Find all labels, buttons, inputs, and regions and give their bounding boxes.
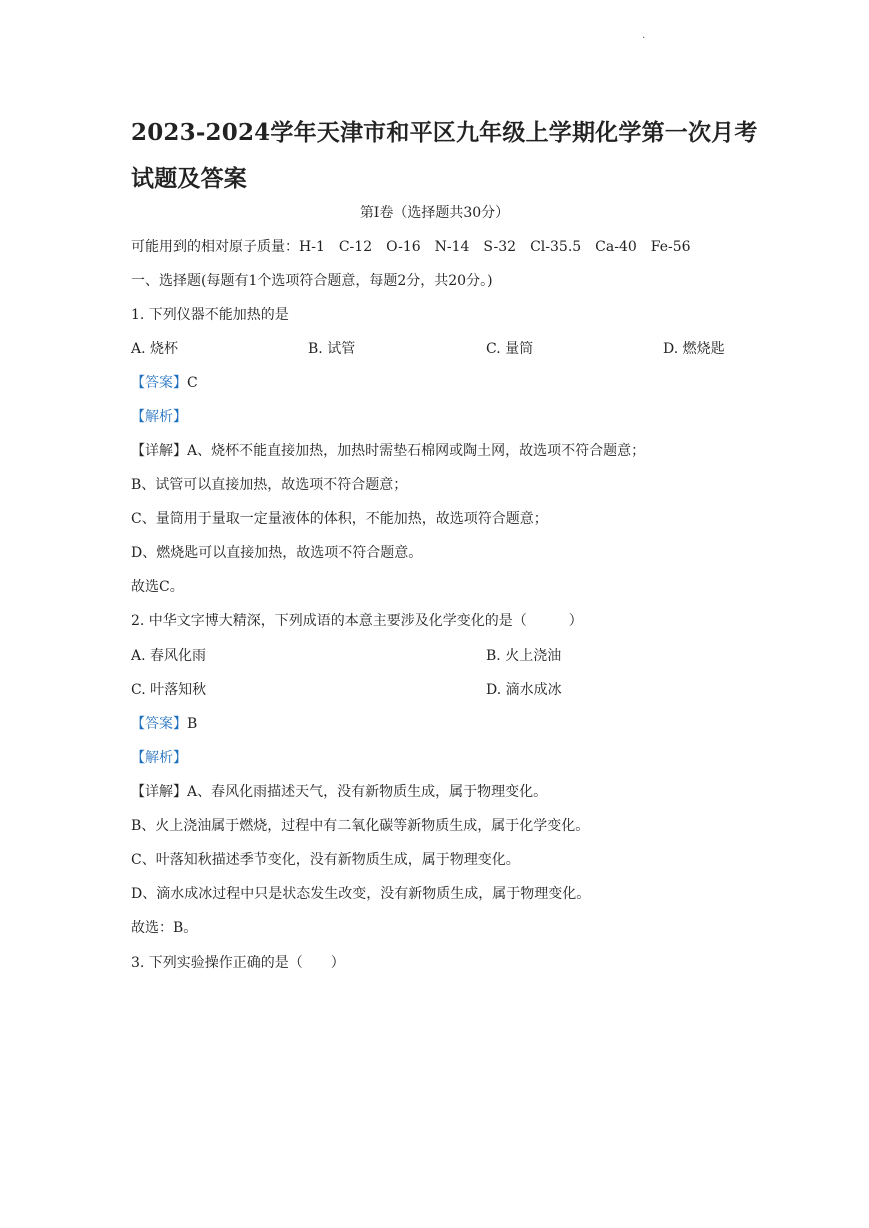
question-1-detail-c: C、量筒用于量取一定量液体的体积，不能加热，故选项符合题意； (131, 511, 548, 527)
detail-tag: 【详解】 (131, 443, 187, 459)
question-2-detail-d: D、滴水成冰过程中只是状态发生改变，没有新物质生成，属于物理变化。 (131, 886, 591, 902)
question-2-detail-b: B、火上浇油属于燃烧，过程中有二氧化碳等新物质生成，属于化学变化。 (131, 818, 590, 834)
question-1-detail-a (131, 441, 645, 461)
question-2-detail-a (131, 782, 547, 802)
page-mark: . (642, 30, 646, 41)
section-heading: 第Ⅰ卷（选择题共30分） (359, 205, 510, 221)
analysis-tag: 【解析】 (131, 750, 187, 766)
question-1-option-a: A. 烧杯 (131, 341, 179, 357)
question-3-stem: 3. 下列实验操作正确的是（ ） (131, 955, 345, 971)
question-2-option-b: B. 火上浇油 (486, 648, 562, 664)
answer-value: B (187, 716, 198, 732)
question-1-detail-b: B、试管可以直接加热，故选项不符合题意； (131, 477, 408, 493)
document-title-line-2: 试题及答案 (131, 165, 247, 192)
question-2-option-a: A. 春风化雨 (131, 648, 207, 664)
part-instructions: 一、选择题(每题有1个选项符合题意，每题2分，共20分。) (131, 273, 493, 289)
question-1-analysis (131, 407, 187, 427)
question-2-analysis (131, 748, 187, 768)
question-2-detail-c: C、叶落知秋描述季节变化，没有新物质生成，属于物理变化。 (131, 852, 520, 868)
question-2-option-d: D. 滴水成冰 (486, 682, 562, 698)
document-title-line-1: 2023-2024学年天津市和平区九年级上学期化学第一次月考 (131, 119, 758, 146)
analysis-tag: 【解析】 (131, 409, 187, 425)
question-1-option-b: B. 试管 (308, 341, 356, 357)
detail-text: A、烧杯不能直接加热，加热时需垫石棉网或陶土网，故选项不符合题意； (187, 443, 646, 459)
answer-value: C (187, 375, 198, 391)
question-1-detail-d: D、燃烧匙可以直接加热，故选项不符合题意。 (131, 545, 423, 561)
question-2-option-c: C. 叶落知秋 (131, 682, 207, 698)
question-1-option-c: C. 量筒 (486, 341, 534, 357)
question-1-conclusion: 故选C。 (131, 579, 184, 595)
question-2-answer (131, 714, 197, 734)
answer-tag: 【答案】 (131, 716, 187, 732)
detail-tag: 【详解】 (131, 784, 187, 800)
question-1-stem: 1. 下列仪器不能加热的是 (131, 307, 289, 323)
atomic-masses: 可能用到的相对原子质量：H-1 C-12 O-16 N-14 S-32 Cl-35.5 Ca-40 Fe-56 (131, 239, 691, 255)
question-1-answer (131, 373, 198, 393)
answer-tag: 【答案】 (131, 375, 187, 391)
question-1-option-d: D. 燃烧匙 (663, 341, 725, 357)
question-2-conclusion: 故选：B。 (131, 920, 198, 936)
question-2-stem: 2. 中华文字博大精深，下列成语的本意主要涉及化学变化的是（ ） (131, 613, 583, 629)
detail-text: A、春风化雨描述天气，没有新物质生成，属于物理变化。 (187, 784, 548, 800)
